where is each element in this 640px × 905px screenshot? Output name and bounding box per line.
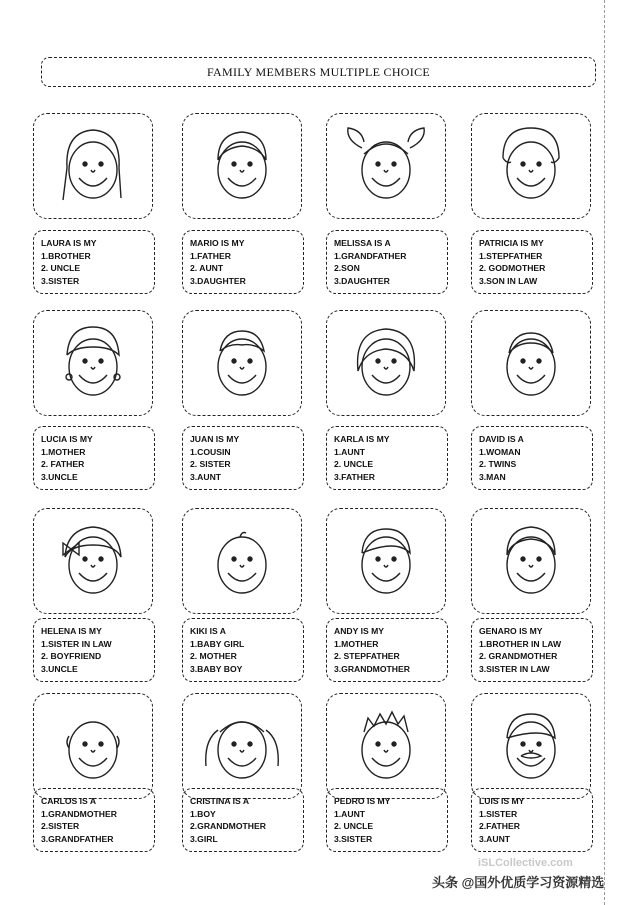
question-text: GENARO IS MY	[479, 626, 543, 636]
answer-option[interactable]: 2. SISTER	[190, 459, 231, 470]
face-card	[33, 310, 153, 416]
answer-option[interactable]: 3.UNCLE	[41, 663, 78, 674]
answer-option[interactable]: 3.FATHER	[334, 471, 375, 482]
watermark-source: 头条 @国外优质学习资源精选	[432, 875, 605, 890]
answer-option[interactable]: 3.DAUGHTER	[190, 275, 246, 286]
answer-option[interactable]: 3.MAN	[479, 471, 506, 482]
answer-option[interactable]: 1.MOTHER	[334, 638, 379, 649]
face-card	[471, 693, 591, 799]
answer-option[interactable]: 2. GODMOTHER	[479, 263, 546, 274]
question-text: LAURA IS MY	[41, 238, 97, 248]
answer-option[interactable]: 3.SISTER IN LAW	[479, 663, 550, 674]
answer-option[interactable]: 2. FATHER	[41, 459, 85, 470]
question-card	[33, 230, 155, 294]
question-card	[182, 426, 304, 490]
answer-option[interactable]: 2. UNCLE	[334, 821, 374, 832]
face-card	[182, 113, 302, 219]
face-card	[471, 113, 591, 219]
answer-option[interactable]: 1.SISTER	[479, 808, 518, 819]
answer-option[interactable]: 3.AUNT	[479, 833, 511, 844]
question-card	[471, 426, 593, 490]
answer-option[interactable]: 3.GIRL	[190, 833, 218, 844]
question-text: CRISTINA IS A	[190, 796, 250, 806]
page-title: FAMILY MEMBERS MULTIPLE CHOICE	[206, 64, 431, 79]
answer-option[interactable]: 1.GRANDFATHER	[334, 250, 407, 261]
answer-option[interactable]: 3.UNCLE	[41, 471, 78, 482]
man-face-icon	[192, 118, 292, 215]
man-short-hair-face-icon	[481, 315, 581, 412]
answer-option[interactable]: 3.SISTER	[334, 833, 373, 844]
question-card	[182, 618, 304, 682]
answer-option[interactable]: 2.SISTER	[41, 821, 80, 832]
answer-option[interactable]: 1.SISTER IN LAW	[41, 638, 112, 649]
answer-option[interactable]: 1.AUNT	[334, 808, 366, 819]
question-text: LUIS IS MY	[479, 796, 525, 806]
question-card	[33, 426, 155, 490]
answer-option[interactable]: 2. MOTHER	[190, 651, 237, 662]
man-mustache-face-icon	[481, 698, 581, 795]
girl-long-hair-face-icon	[43, 118, 143, 215]
question-card	[326, 230, 448, 294]
answer-option[interactable]: 2.FATHER	[479, 821, 520, 832]
question-card	[33, 788, 155, 852]
face-card	[33, 508, 153, 614]
answer-option[interactable]: 3.BABY BOY	[190, 663, 243, 674]
face-card	[471, 310, 591, 416]
question-card	[471, 788, 593, 852]
page-edge-dashed-line	[604, 0, 605, 905]
question-card	[326, 618, 448, 682]
answer-option[interactable]: 1.BROTHER	[41, 250, 91, 261]
girl-pigtails-face-icon	[336, 118, 436, 215]
question-card	[326, 426, 448, 490]
question-card	[182, 788, 304, 852]
answer-option[interactable]: 1.BROTHER IN LAW	[479, 638, 562, 649]
question-text: ANDY IS MY	[334, 626, 384, 636]
face-card	[33, 113, 153, 219]
answer-option[interactable]: 2. AUNT	[190, 263, 224, 274]
answer-option[interactable]: 2. GRANDMOTHER	[479, 651, 558, 662]
question-text: PEDRO IS MY	[334, 796, 391, 806]
boy-spiky-hair-face-icon	[336, 698, 436, 795]
question-text: MELISSA IS A	[334, 238, 391, 248]
answer-option[interactable]: 3.SON IN LAW	[479, 275, 538, 286]
face-card	[182, 693, 302, 799]
question-text: LUCIA IS MY	[41, 434, 93, 444]
question-card	[182, 230, 304, 294]
question-text: KARLA IS MY	[334, 434, 390, 444]
answer-option[interactable]: 2. STEPFATHER	[334, 651, 400, 662]
woman-wavy-face-icon	[336, 315, 436, 412]
answer-option[interactable]: 2. UNCLE	[41, 263, 81, 274]
answer-option[interactable]: 2.SON	[334, 263, 360, 274]
answer-option[interactable]: 2. TWINS	[479, 459, 517, 470]
answer-option[interactable]: 1.BABY GIRL	[190, 638, 245, 649]
title-box	[41, 57, 596, 87]
bald-man-face-icon	[43, 698, 143, 795]
face-card	[326, 310, 446, 416]
face-card	[182, 508, 302, 614]
question-text: JUAN IS MY	[190, 434, 240, 444]
answer-option[interactable]: 2. BOYFRIEND	[41, 651, 102, 662]
woman-curly-earrings-face-icon	[43, 315, 143, 412]
question-card	[33, 618, 155, 682]
answer-option[interactable]: 1.MOTHER	[41, 446, 86, 457]
woman-curly-face-icon	[481, 118, 581, 215]
question-card	[471, 618, 593, 682]
baby-face-icon	[192, 513, 292, 610]
answer-option[interactable]: 3.SISTER	[41, 275, 80, 286]
watermark-site: iSLCollective.com	[478, 857, 573, 869]
answer-option[interactable]: 3.AUNT	[190, 471, 222, 482]
question-text: HELENA IS MY	[41, 626, 102, 636]
answer-option[interactable]: 2. UNCLE	[334, 459, 374, 470]
question-text: PATRICIA IS MY	[479, 238, 544, 248]
face-card	[326, 113, 446, 219]
face-card	[326, 693, 446, 799]
question-text: KIKI IS A	[190, 626, 226, 636]
answer-option[interactable]: 1.STEPFATHER	[479, 250, 543, 261]
boy-face-icon	[192, 315, 292, 412]
question-text: DAVID IS A	[479, 434, 524, 444]
face-card	[33, 693, 153, 799]
answer-option[interactable]: 1.GRANDMOTHER	[41, 808, 117, 819]
answer-option[interactable]: 1.FATHER	[190, 250, 231, 261]
answer-option[interactable]: 3.DAUGHTER	[334, 275, 390, 286]
boy-side-part-face-icon	[336, 513, 436, 610]
answer-option[interactable]: 1.COUSIN	[190, 446, 231, 457]
answer-option[interactable]: 2.GRANDMOTHER	[190, 821, 266, 832]
question-text: CARLOS IS A	[41, 796, 97, 806]
question-text: MARIO IS MY	[190, 238, 245, 248]
question-card	[471, 230, 593, 294]
answer-option[interactable]: 1.AUNT	[334, 446, 366, 457]
face-card	[326, 508, 446, 614]
face-card	[182, 310, 302, 416]
question-card	[326, 788, 448, 852]
answer-option[interactable]: 3.GRANDFATHER	[41, 833, 114, 844]
answer-option[interactable]: 3.GRANDMOTHER	[334, 663, 410, 674]
answer-option[interactable]: 1.BOY	[190, 808, 216, 819]
face-card	[471, 508, 591, 614]
man-old-face-icon	[481, 513, 581, 610]
girl-bow-face-icon	[43, 513, 143, 610]
girl-ponytails-face-icon	[192, 698, 292, 795]
answer-option[interactable]: 1.WOMAN	[479, 446, 521, 457]
